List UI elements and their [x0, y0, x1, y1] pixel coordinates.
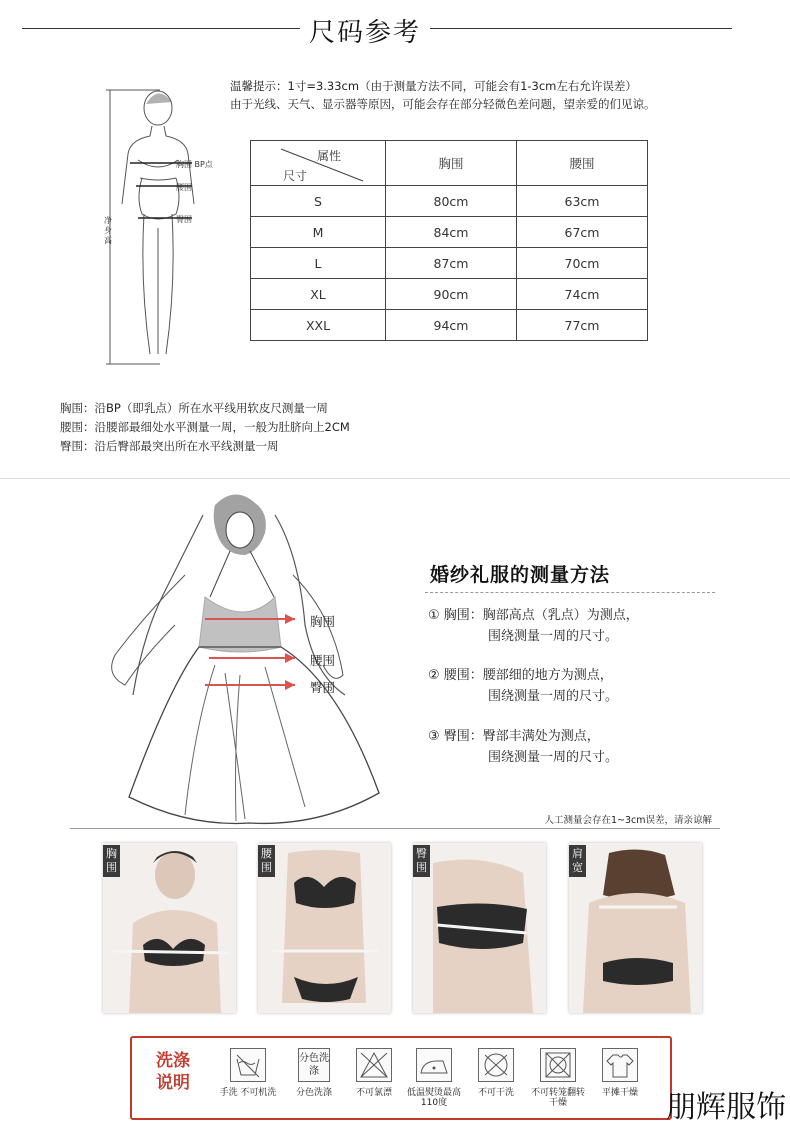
table-row	[251, 310, 648, 341]
cell-waist: 77cm	[517, 310, 648, 341]
photo-tag-hip: 臀围	[413, 845, 430, 877]
wash-icon-hand-wash: 手洗 不可机洗	[218, 1048, 278, 1098]
note-waist: 腰围：沿腰部最细处水平测量一周，一般为肚脐向上2CM	[60, 420, 350, 434]
cell-chest: 87cm	[386, 248, 517, 279]
wash-icon-flat-dry: 平摊干燥	[590, 1048, 650, 1098]
fig1-height-label: 净身高	[104, 216, 112, 245]
iron-icon	[416, 1048, 452, 1082]
table-row	[251, 186, 648, 217]
flat-dry-icon	[602, 1048, 638, 1082]
brand-name: 朋辉服饰	[666, 1090, 786, 1125]
note-chest: 胸围：沿BP（即乳点）所在水平线用软皮尺测量一周	[60, 401, 328, 415]
tip-line-2: 由于光线、天气、显示器等原因，可能会存在部分轻微色差问题，望亲爱的们见谅。	[230, 97, 656, 111]
wash-icon-separate-wash: 分色洗涤 分色洗涤	[284, 1048, 344, 1098]
no-bleach-icon	[356, 1048, 392, 1082]
table-row	[251, 279, 648, 310]
table-diagonal-header	[251, 141, 386, 186]
section-bottom-line	[70, 828, 720, 829]
wedding-dress-figure	[105, 485, 395, 825]
title-line-left	[22, 28, 300, 29]
cell-waist: 74cm	[517, 279, 648, 310]
fig1-hip-label: 臀围	[176, 215, 192, 224]
dress-section-title: 婚纱礼服的测量方法	[430, 564, 611, 586]
header-waist: 腰围	[517, 141, 648, 186]
cell-chest: 90cm	[386, 279, 517, 310]
hand-wash-icon	[230, 1048, 266, 1082]
separate-wash-icon: 分色洗涤	[298, 1048, 330, 1082]
wash-icon-low-iron: 低温熨烫最高110度	[404, 1048, 464, 1108]
cell-waist: 63cm	[517, 186, 648, 217]
fig1-waist-label: 腰围	[176, 183, 192, 192]
photo-card-hip	[413, 843, 546, 1013]
size-table	[250, 140, 648, 341]
waist-photo-illustration	[258, 843, 391, 1013]
dress-hip-label: 臀围	[310, 680, 336, 695]
cell-waist: 67cm	[517, 217, 648, 248]
fig1-chest-label: 胸围 BP点	[176, 160, 213, 169]
body-outline-figure	[100, 78, 230, 378]
wash-instructions-box	[130, 1036, 672, 1120]
cell-chest: 94cm	[386, 310, 517, 341]
table-header-row	[251, 141, 648, 186]
no-dry-clean-icon	[478, 1048, 514, 1082]
photo-tag-shoulder: 肩宽	[569, 845, 586, 877]
cell-size: L	[251, 248, 386, 279]
cell-size: S	[251, 186, 386, 217]
cell-size: XXL	[251, 310, 386, 341]
header-chest: 胸围	[386, 141, 517, 186]
wash-icon-no-bleach: 不可氯漂	[344, 1048, 404, 1098]
title-line-right	[430, 28, 732, 29]
cell-size: M	[251, 217, 386, 248]
wash-title: 洗涤说明	[156, 1051, 190, 1093]
header-size: 尺寸	[283, 169, 308, 183]
hip-photo-illustration	[413, 843, 546, 1013]
cell-waist: 70cm	[517, 248, 648, 279]
photo-tag-waist: 腰围	[258, 845, 275, 877]
no-tumble-dry-icon	[540, 1048, 576, 1082]
tip-line-1: 温馨提示：1寸=3.33cm（由于测量方法不同，可能会有1-3cm左右允许误差）	[230, 79, 637, 93]
page-title: 尺码参考	[308, 18, 421, 48]
photo-tag-chest: 胸围	[103, 845, 120, 877]
table-row	[251, 248, 648, 279]
chest-photo-illustration	[103, 843, 236, 1013]
error-note: 人工测量会存在1~3cm误差，请亲谅解	[544, 815, 712, 826]
table-row	[251, 217, 648, 248]
wash-icon-no-tumble-dry: 不可转笼翻转干燥	[528, 1048, 588, 1108]
measure-item-waist: ② 腰围：腰部细的地方为测点， 围绕测量一周的尺寸。	[428, 668, 619, 704]
photo-card-waist	[258, 843, 391, 1013]
photo-card-chest	[103, 843, 236, 1013]
dress-waist-label: 腰围	[310, 653, 336, 668]
measure-item-hip: ③ 臀围：臀部丰满处为测点， 围绕测量一周的尺寸。	[428, 729, 619, 765]
dress-chest-label: 胸围	[310, 614, 336, 629]
note-hip: 臀围：沿后臀部最突出所在水平线测量一周	[60, 439, 279, 453]
cell-size: XL	[251, 279, 386, 310]
dashed-divider	[425, 592, 715, 593]
measure-item-chest: ① 胸围：胸部高点（乳点）为测点， 围绕测量一周的尺寸。	[428, 608, 639, 644]
shoulder-photo-illustration	[569, 843, 702, 1013]
cell-chest: 80cm	[386, 186, 517, 217]
photo-card-shoulder	[569, 843, 702, 1013]
wash-icon-no-dry-clean: 不可干洗	[466, 1048, 526, 1098]
header-attr: 属性	[317, 149, 342, 163]
section-divider	[0, 478, 790, 479]
cell-chest: 84cm	[386, 217, 517, 248]
